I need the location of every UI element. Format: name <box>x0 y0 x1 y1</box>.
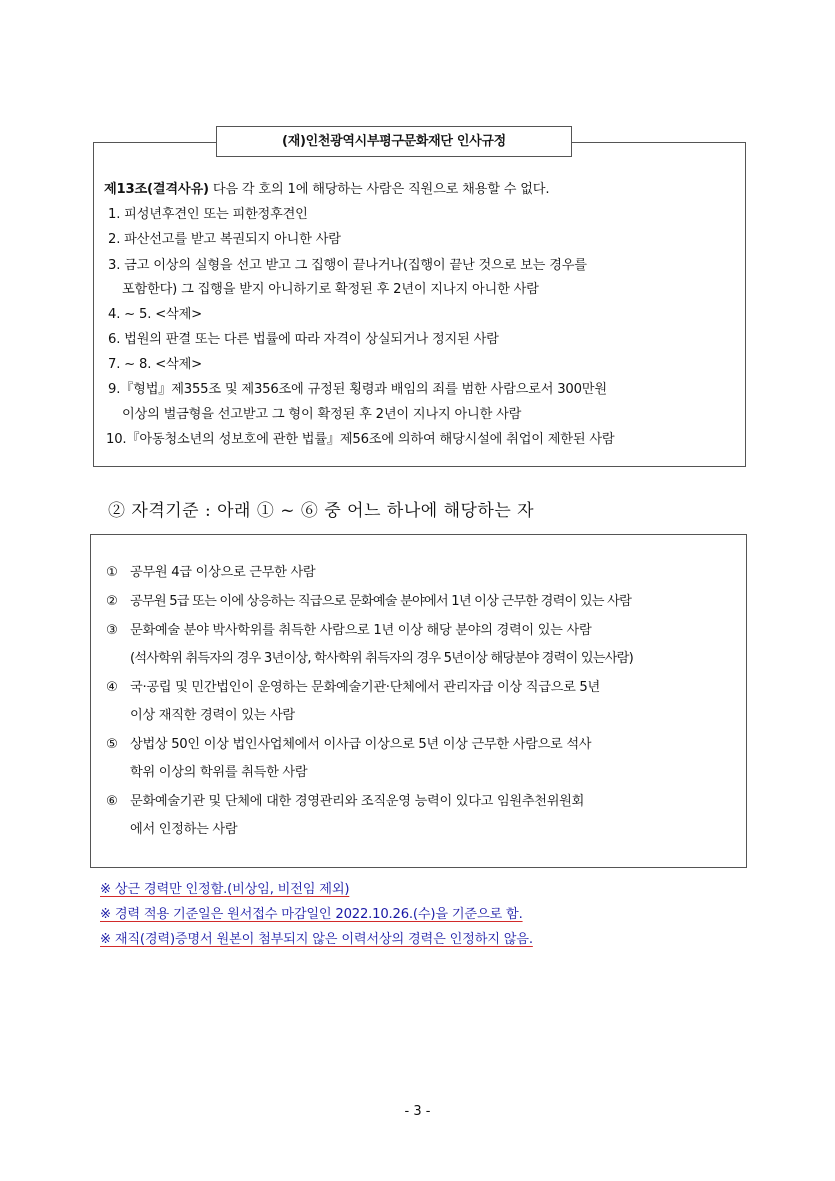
criteria-number: ⑤ <box>106 737 118 752</box>
criteria-text: 에서 인정하는 사람 <box>130 822 238 837</box>
criteria-text: 이상 재직한 경력이 있는 사람 <box>130 708 295 723</box>
note-line: ※ 경력 적용 기준일은 원서접수 마감일인 2022.10.26.(수)을 기준으로 함. <box>100 907 523 922</box>
criteria-text: 학위 이상의 학위를 취득한 사람 <box>130 765 308 780</box>
criteria-item <box>106 621 591 641</box>
criteria-text: 공무원 5급 또는 이에 상응하는 직급으로 문화예술 분야에서 1년 이상 근무한 경력이 있는 사람 <box>130 594 632 609</box>
criteria-item <box>106 649 633 669</box>
article-item: 포함한다) 그 집행을 받지 아니하기로 확정된 후 2년이 지나지 아니한 사람 <box>122 282 539 297</box>
article-title: 제13조(결격사유) <box>104 182 209 197</box>
regulation-box-title: (재)인천광역시부평구문화재단 인사규정 <box>216 126 572 157</box>
criteria-text: 국·공립 및 민간법인이 운영하는 문화예술기관·단체에서 관리자급 이상 직급으로 5년 <box>130 680 600 695</box>
criteria-number: ③ <box>106 623 118 638</box>
criteria-item <box>106 592 631 612</box>
article-item: 이상의 벌금형을 선고받고 그 형이 확정된 후 2년이 지나지 아니한 사람 <box>122 407 522 422</box>
article-heading <box>104 180 549 200</box>
criteria-text: 상법상 50인 이상 법인사업체에서 이사급 이상으로 5년 이상 근무한 사람으로 석사 <box>130 737 592 752</box>
criteria-text: 문화예술기관 및 단체에 대한 경영관리와 조직운영 능력이 있다고 임원추천위원회 <box>130 794 585 809</box>
criteria-text: (석사학위 취득자의 경우 3년이상, 학사학위 취득자의 경우 5년이상 해당분야 경력이 있는사람) <box>130 651 633 666</box>
section-heading: ② 자격기준 : 아래 ① ~ ⑥ 중 어느 하나에 해당하는 자 <box>108 501 535 521</box>
note-line: ※ 상근 경력만 인정함.(비상임, 비전임 제외) <box>100 882 350 897</box>
criteria-text: 문화예술 분야 박사학위를 취득한 사람으로 1년 이상 해당 분야의 경력이 있는 사람 <box>130 623 592 638</box>
article-item: 2. 파산선고를 받고 복권되지 아니한 사람 <box>108 232 341 247</box>
criteria-item <box>106 706 295 726</box>
article-item: 3. 금고 이상의 실형을 선고 받고 그 집행이 끝나거나(집행이 끝난 것으로 보는 경우를 <box>108 258 587 273</box>
page-number: - 3 - <box>404 1104 431 1119</box>
criteria-item <box>106 763 307 783</box>
article-item: 4. ~ 5. <삭제> <box>108 307 202 322</box>
article-intro: 다음 각 호의 1에 해당하는 사람은 직원으로 채용할 수 없다. <box>208 182 550 197</box>
note-line: ※ 재직(경력)증명서 원본이 첨부되지 않은 이력서상의 경력은 인정하지 않음. <box>100 932 533 947</box>
article-item: 1. 피성년후견인 또는 피한정후견인 <box>108 207 308 222</box>
criteria-number: ① <box>106 565 118 580</box>
criteria-item <box>106 735 591 755</box>
criteria-item <box>106 563 315 583</box>
article-item: 6. 법원의 판결 또는 다른 법률에 따라 자격이 상실되거나 정지된 사람 <box>108 332 499 347</box>
criteria-number: ⑥ <box>106 794 118 809</box>
article-item: 7. ~ 8. <삭제> <box>108 357 202 372</box>
criteria-number: ④ <box>106 680 118 695</box>
criteria-box <box>90 534 747 868</box>
criteria-number: ② <box>106 594 118 609</box>
article-item: 10.『아동청소년의 성보호에 관한 법률』제56조에 의하여 해당시설에 취업이 제한된 사람 <box>106 432 615 447</box>
criteria-text: 공무원 4급 이상으로 근무한 사람 <box>130 565 316 580</box>
criteria-item <box>106 792 584 812</box>
article-item: 9.『형법』제355조 및 제356조에 규정된 횡령과 배임의 죄를 범한 사람으로서 300만원 <box>108 382 607 397</box>
criteria-item <box>106 678 600 698</box>
criteria-item <box>106 820 237 840</box>
